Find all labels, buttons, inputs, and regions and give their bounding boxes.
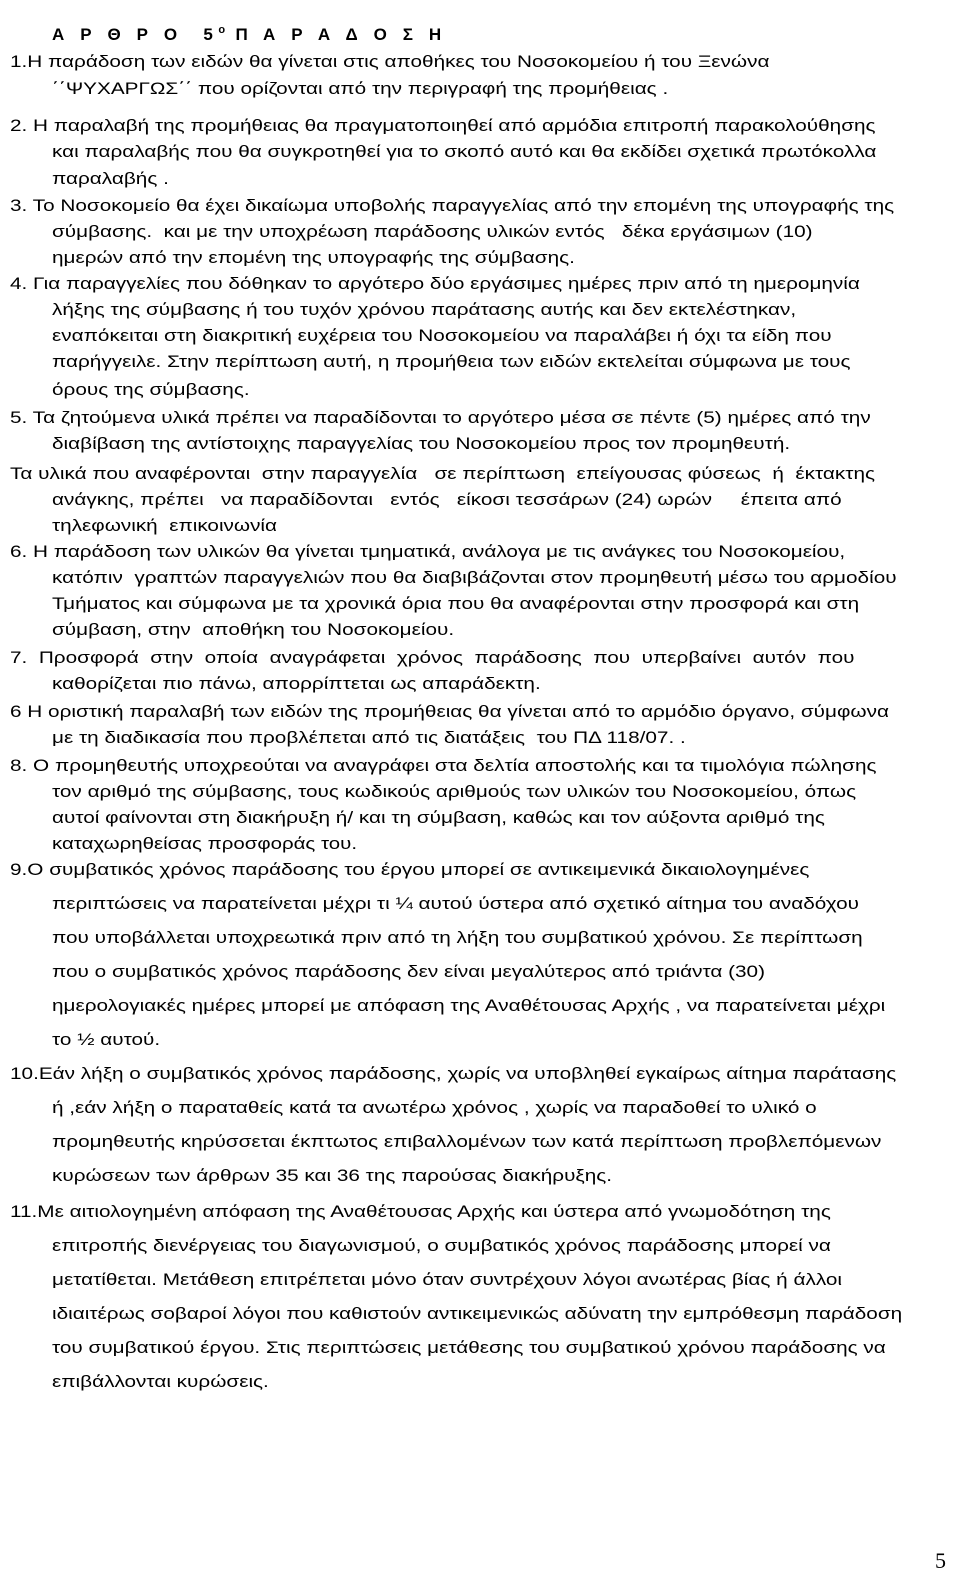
text-line: λήξης της σύμβασης ή του τυχόν χρόνου παράτασης αυτής και δεν εκτελέστηκαν,	[52, 300, 797, 319]
text-line: το ½ αυτού.	[52, 1030, 161, 1049]
text-line: καθορίζεται πιο πάνω, απορρίπτεται ως απαράδεκτη.	[52, 674, 541, 693]
text-line: επιτροπής διενέργειας του διαγωνισμού, ο συμβατικός χρόνος παράδοσης μπορεί να	[52, 1236, 831, 1255]
article-title	[32, 8, 447, 43]
article-title-prefix: Α Ρ Θ Ρ Ο 5	[52, 25, 219, 44]
text-line: τηλεφωνική επικοινωνία	[52, 516, 277, 535]
text-line: καταχωρηθείσας προσφοράς του.	[52, 834, 358, 853]
text-line: προμηθευτής κηρύσσεται έκπτωτος επιβαλλομένων των κατά περίπτωση προβλεπόμενων	[52, 1132, 882, 1151]
text-line: ανάγκης, πρέπει να παραδίδονται εντός είκοσι τεσσάρων (24) ωρών έπειτα από	[52, 490, 842, 509]
text-line: 5. Τα ζητούμενα υλικά πρέπει να παραδίδονται το αργότερο μέσα σε πέντε (5) ημέρες από την	[10, 408, 871, 427]
text-line: παραλαβής .	[52, 169, 169, 188]
text-line: ιδιαιτέρως σοβαροί λόγοι που καθιστούν αντικειμενικώς αδύνατη την εμπρόθεσμη παράδοση	[52, 1304, 903, 1323]
text-line: 4. Για παραγγελίες που δόθηκαν το αργότερο δύο εργάσιμες ημέρες πριν από τη ημερομηνία	[10, 274, 860, 293]
text-line: εναπόκειται στη διακριτική ευχέρεια του Νοσοκομείου να παραλάβει ή όχι τα είδη που	[52, 326, 832, 345]
text-line: 2. Η παραλαβή της προμήθειας θα πραγματοποιηθεί από αρμόδια επιτροπή παρακολούθησης	[10, 116, 876, 135]
text-line: 1.Η παράδοση των ειδών θα γίνεται στις αποθήκες του Νοσοκομείου ή του Ξενώνα	[10, 52, 770, 71]
text-line: διαβίβαση της αντίστοιχης παραγγελίας του Νοσοκομείου προς τον προμηθευτή.	[52, 434, 791, 453]
text-line: περιπτώσεις να παρατείνεται μέχρι τι ¼ αυτού ύστερα από σχετικό αίτημα του αναδόχου	[52, 894, 859, 913]
text-line: 7. Προσφορά στην οποία αναγράφεται χρόνος παράδοσης που υπερβαίνει αυτόν που	[10, 648, 855, 667]
text-line: 8. Ο προμηθευτής υποχρεούται να αναγράφει στα δελτία αποστολής και τα τιμολόγια πώλησης	[10, 756, 877, 775]
text-line: 6 Η οριστική παραλαβή των ειδών της προμήθειας θα γίνεται από το αρμόδιο όργανο, σύμφωνα	[10, 702, 889, 721]
text-line: 3. Το Νοσοκομείο θα έχει δικαίωμα υποβολής παραγγελίας από την επομένη της υπογραφής της	[10, 196, 895, 215]
text-line: ημερών από την επομένη της υπογραφής της σύμβασης.	[52, 248, 575, 267]
text-line: σύμβαση, στην αποθήκη του Νοσοκομείου.	[52, 620, 455, 639]
text-line: κυρώσεων των άρθρων 35 και 36 της παρούσας διακήρυξης.	[52, 1166, 612, 1185]
text-line: 10.Εάν λήξη ο συμβατικός χρόνος παράδοσης, χωρίς να υποβληθεί εγκαίρως αίτημα παράτασης	[10, 1064, 897, 1083]
text-line: επιβάλλονται κυρώσεις.	[52, 1372, 269, 1391]
text-line: σύμβασης. και με την υποχρέωση παράδοσης υλικών εντός δέκα εργάσιμων (10)	[52, 222, 813, 241]
text-line: μετατίθεται. Μετάθεση επιτρέπεται μόνο όταν συντρέχουν λόγοι ανωτέρας βίας ή άλλοι	[52, 1270, 843, 1289]
text-line: και παραλαβής που θα συγκροτηθεί για το σκοπό αυτό και θα εκδίδει σχετικά πρωτόκολλα	[52, 142, 877, 161]
text-line: ή ,εάν λήξη ο παραταθείς κατά τα ανωτέρω χρόνος , χωρίς να παραδοθεί το υλικό ο	[52, 1098, 817, 1117]
text-line: 6. Η παράδοση των υλικών θα γίνεται τμηματικά, ανάλογα με τις ανάγκες του Νοσοκομείου,	[10, 542, 846, 561]
text-line: ημερολογιακές ημέρες μπορεί με απόφαση της Αναθέτουσας Αρχής , να παρατείνεται μέχρι	[52, 996, 886, 1015]
text-line: ΄΄ΨΥΧΑΡΓΩΣ΄΄ που ορίζονται από την περιγραφή της προμήθειας .	[52, 79, 669, 98]
text-line: 11.Με αιτιολογημένη απόφαση της Αναθέτουσας Αρχής και ύστερα από γνωμοδότηση της	[10, 1202, 831, 1221]
text-line: Τμήματος και σύμφωνα με τα χρονικά όρια που θα αναφέρονται στην προσφορά και στη	[52, 594, 860, 613]
text-line: τον αριθμό της σύμβασης, τους κωδικούς αριθμούς των υλικών του Νοσοκομείου, όπως	[52, 782, 857, 801]
text-line: του συμβατικού έργου. Στις περιπτώσεις μετάθεσης του συμβατικού χρόνου παράδοσης να	[52, 1338, 886, 1357]
text-line: που υποβάλλεται υποχρεωτικά πριν από τη λήξη του συμβατικού χρόνου. Σε περίπτωση	[52, 928, 863, 947]
article-title-heading: Π Α Ρ Α Δ Ο Σ Η	[225, 25, 447, 44]
text-line: που ο συμβατικός χρόνος παράδοσης δεν είναι μεγαλύτερος από τριάντα (30)	[52, 962, 766, 981]
article-title-ordinal: ο	[218, 24, 226, 36]
text-line: 9.Ο συμβατικός χρόνος παράδοσης του έργου μπορεί σε αντικειμενικά δικαιολογημένες	[10, 860, 810, 879]
text-line: κατόπιν γραπτών παραγγελιών που θα διαβιβάζονται στον προμηθευτή μέσω του αρμοδίου	[52, 568, 897, 587]
text-line: Τα υλικά που αναφέρονται στην παραγγελία σε περίπτωση επείγουσας φύσεως ή έκτακτης	[10, 464, 875, 483]
text-line: με τη διαδικασία που προβλέπεται από τις διατάξεις του ΠΔ 118/07. .	[52, 728, 686, 747]
text-line: όρους της σύμβασης.	[52, 380, 250, 399]
text-line: παρήγγειλε. Στην περίπτωση αυτή, η προμήθεια των ειδών εκτελείται σύμφωνα με τους	[52, 352, 851, 371]
page-number: 5	[935, 1548, 946, 1573]
text-line: αυτοί φαίνονται στη διακήρυξη ή/ και τη σύμβαση, καθώς και τον αύξοντα αριθμό της	[52, 808, 825, 827]
